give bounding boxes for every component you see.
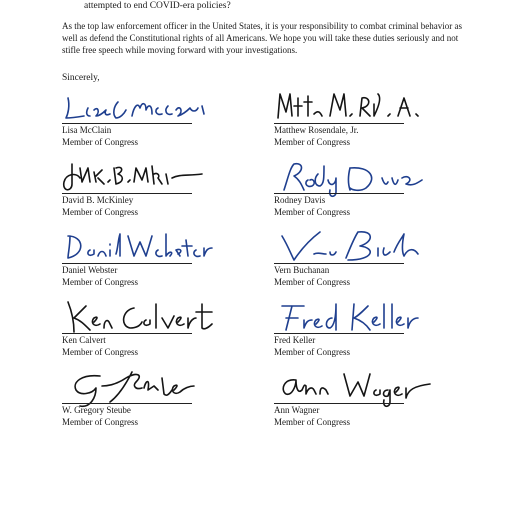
signature-line: [62, 123, 192, 124]
signature-area: [274, 368, 434, 404]
signature-area: [62, 88, 222, 124]
signature-line: [274, 193, 404, 194]
signer-title: Member of Congress: [274, 347, 350, 357]
letter-question: attempted to end COVID-era policies?: [84, 1, 231, 11]
signer-title: Member of Congress: [62, 347, 138, 357]
handwritten-signature-keller: [274, 298, 434, 334]
signature-line: [62, 333, 192, 334]
signer-name: Matthew Rosendale, Jr.: [274, 125, 359, 135]
signer-title: Member of Congress: [274, 277, 350, 287]
signer-title: Member of Congress: [274, 417, 350, 427]
handwritten-signature-steube: [62, 368, 222, 404]
signature-line: [62, 193, 192, 194]
signature-area: [62, 158, 222, 194]
signature-line: [274, 123, 404, 124]
signer-title: Member of Congress: [62, 417, 138, 427]
signer-title: Member of Congress: [274, 207, 350, 217]
signature-area: [274, 158, 434, 194]
signature-block-steube: [62, 368, 222, 428]
signature-area: [274, 298, 434, 334]
signer-name: Lisa McClain: [62, 125, 112, 135]
handwritten-signature-webster: [62, 228, 222, 264]
signer-name: Fred Keller: [274, 335, 316, 345]
signer-name: Ken Calvert: [62, 335, 106, 345]
signer-title: Member of Congress: [62, 137, 138, 147]
signature-area: [274, 228, 434, 264]
letter-closing: Sincerely,: [62, 73, 100, 83]
signature-block-mcclain: [62, 88, 222, 148]
signer-title: Member of Congress: [62, 277, 138, 287]
handwritten-signature-wagner: [274, 368, 434, 404]
signature-block-calvert: [62, 298, 222, 358]
signature-block-rosendale: [274, 88, 434, 148]
handwritten-signature-mcclain: [62, 88, 222, 124]
signature-block-keller: [274, 298, 434, 358]
signer-name: Vern Buchanan: [274, 265, 330, 275]
signature-line: [274, 333, 404, 334]
signature-block-webster: [62, 228, 222, 288]
signature-area: [62, 368, 222, 404]
signature-area: [62, 228, 222, 264]
letter-paragraph: As the top law enforcement officer in the United States, it is your responsibility to combat criminal behavior as well as defend the Constitutional rights of all Americans. We hope you will take these duties seriously and not stifle free speech while moving forward with your investigations.: [62, 21, 462, 55]
signature-area: [62, 298, 222, 334]
signer-name: Ann Wagner: [274, 405, 320, 415]
signature-line: [274, 263, 404, 264]
signer-name: Daniel Webster: [62, 265, 118, 275]
handwritten-signature-davis: [274, 158, 434, 194]
signature-line: [62, 403, 192, 404]
signature-block-buchanan: [274, 228, 434, 288]
signer-name: David B. McKinley: [62, 195, 134, 205]
signer-name: W. Gregory Steube: [62, 405, 131, 415]
signature-block-mckinley: [62, 158, 222, 218]
handwritten-signature-mckinley: [62, 158, 222, 194]
signer-title: Member of Congress: [62, 207, 138, 217]
signature-line: [274, 403, 404, 404]
signer-title: Member of Congress: [274, 137, 350, 147]
signature-block-wagner: [274, 368, 434, 428]
signer-name: Rodney Davis: [274, 195, 326, 205]
handwritten-signature-rosendale: [274, 88, 434, 124]
handwritten-signature-buchanan: [274, 228, 434, 264]
signature-line: [62, 263, 192, 264]
signature-area: [274, 88, 434, 124]
signature-block-davis: [274, 158, 434, 218]
handwritten-signature-calvert: [62, 298, 222, 334]
